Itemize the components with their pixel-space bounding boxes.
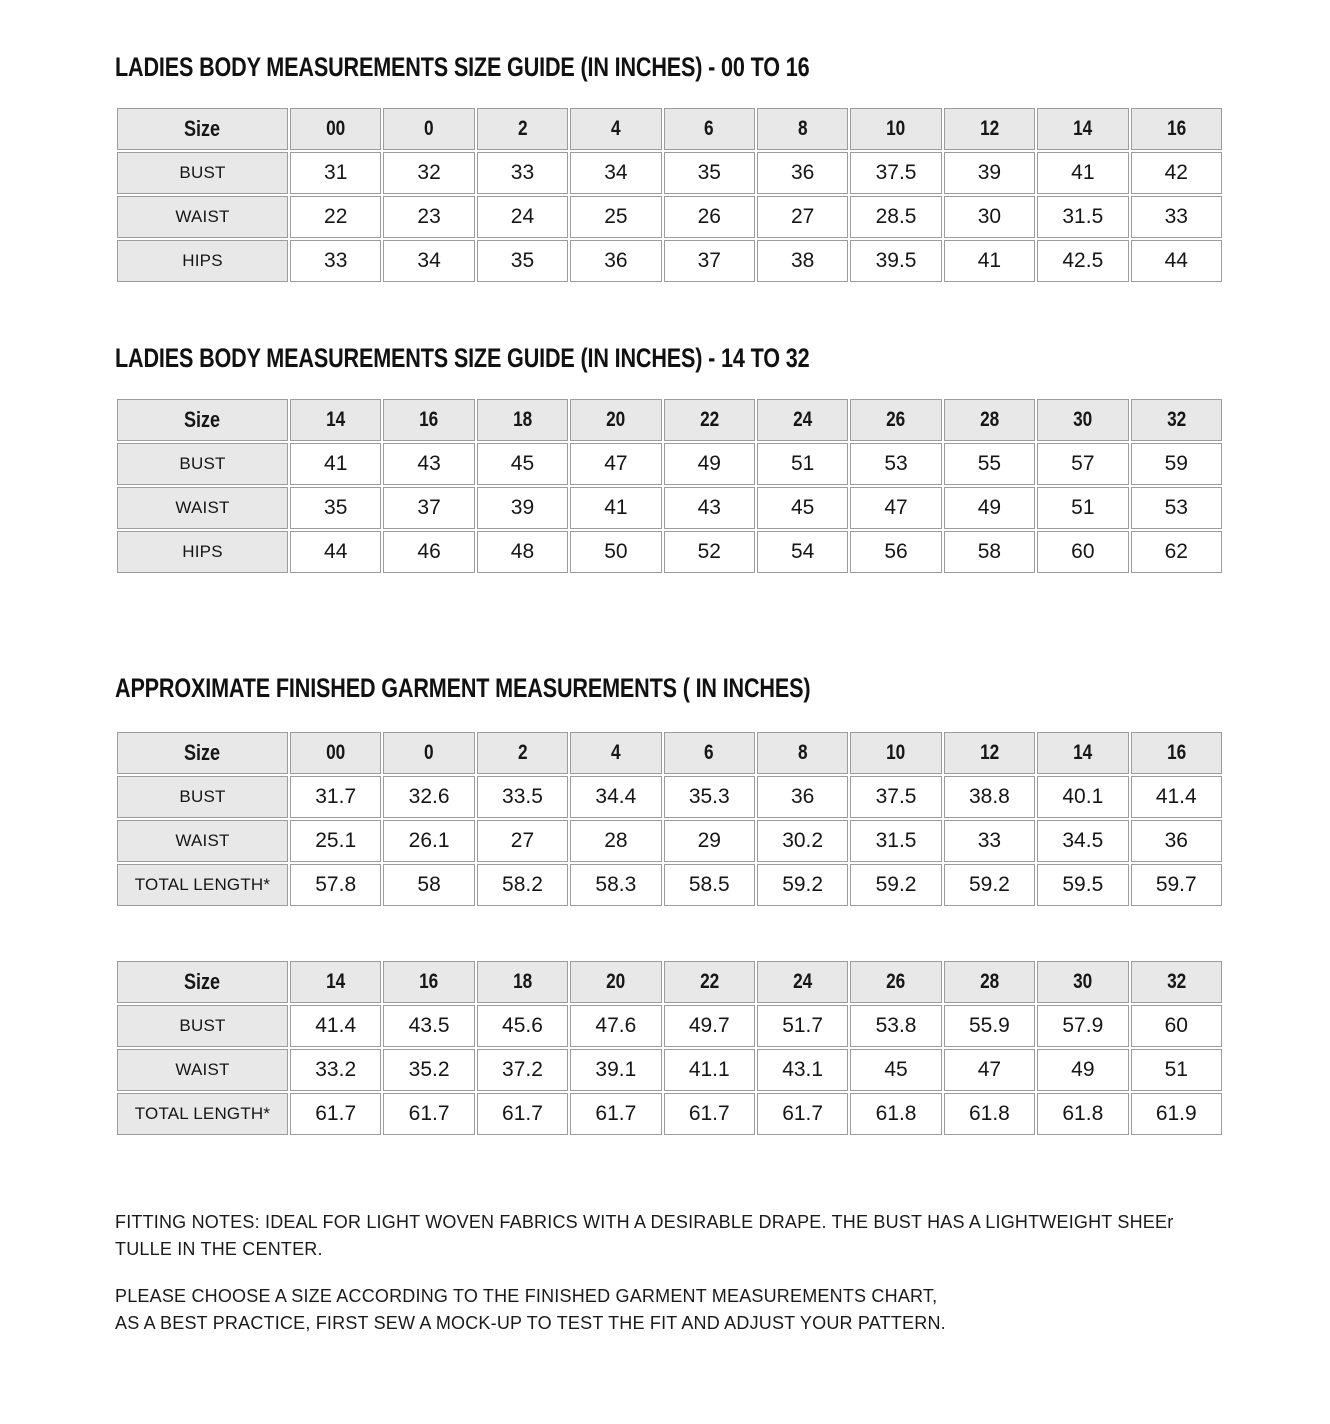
measurement-value-cell: 42.5 xyxy=(1037,240,1128,282)
measurement-value-cell: 49 xyxy=(944,487,1035,529)
size-value-header xyxy=(757,399,848,441)
measurement-value-cell: 43 xyxy=(383,443,474,485)
measurement-value-cell: 58.5 xyxy=(664,864,755,906)
measurement-value-cell: 30.2 xyxy=(757,820,848,862)
size-header-text: 32 xyxy=(1166,970,1186,993)
measurement-value-cell: 47.6 xyxy=(570,1005,661,1047)
measurement-value-cell: 31 xyxy=(290,152,381,194)
size-value-header xyxy=(1037,961,1128,1003)
sizing-advice-line-1: PLEASE CHOOSE A SIZE ACCORDING TO THE FINISHED GARMENT MEASUREMENTS CHART, xyxy=(115,1286,938,1306)
measurement-value-cell: 35 xyxy=(664,152,755,194)
measurement-value-cell: 31.5 xyxy=(850,820,941,862)
size-value-header xyxy=(1131,961,1222,1003)
size-value-header xyxy=(944,399,1035,441)
size-header-text: 30 xyxy=(1073,970,1093,993)
size-value-header xyxy=(570,108,661,150)
size-header-text: 18 xyxy=(512,408,533,431)
measurement-value-cell: 27 xyxy=(757,196,848,238)
measurement-value-cell: 25.1 xyxy=(290,820,381,862)
measurement-value-cell: 28 xyxy=(570,820,661,862)
size-header-text: 16 xyxy=(1166,741,1186,764)
measurement-value-cell: 59.2 xyxy=(757,864,848,906)
size-header-text: 20 xyxy=(606,408,626,431)
finished-garment-table-00-16 xyxy=(115,730,1224,908)
measurement-row-label: BUST xyxy=(117,776,288,818)
size-value-header xyxy=(290,732,381,774)
measurement-value-cell: 61.8 xyxy=(1037,1093,1128,1135)
measurement-row-label: HIPS xyxy=(117,240,288,282)
size-value-header xyxy=(1037,399,1128,441)
measurement-value-cell: 61.8 xyxy=(850,1093,941,1135)
measurement-value-cell: 33.5 xyxy=(477,776,568,818)
measurement-value-cell: 61.9 xyxy=(1131,1093,1222,1135)
size-column-header xyxy=(117,108,288,150)
size-value-header xyxy=(477,961,568,1003)
measurement-value-cell: 37.5 xyxy=(850,776,941,818)
measurement-row-label: TOTAL LENGTH* xyxy=(117,864,288,906)
measurement-value-cell: 23 xyxy=(383,196,474,238)
measurement-value-cell: 59.2 xyxy=(944,864,1035,906)
size-header-text: 30 xyxy=(1073,408,1093,431)
measurement-value-cell: 45 xyxy=(757,487,848,529)
measurement-value-cell: 24 xyxy=(477,196,568,238)
size-header-text: 10 xyxy=(886,117,906,140)
size-header-text: 14 xyxy=(326,408,346,431)
measurement-row-label: WAIST xyxy=(117,820,288,862)
size-column-header xyxy=(117,399,288,441)
measurement-value-cell: 41 xyxy=(570,487,661,529)
finished-garment-table-14-32 xyxy=(115,959,1224,1137)
size-value-header xyxy=(850,961,941,1003)
measurement-value-cell: 36 xyxy=(757,776,848,818)
size-value-header xyxy=(757,961,848,1003)
size-header-text: 22 xyxy=(699,408,719,431)
size-header-text: 18 xyxy=(512,970,533,993)
measurement-value-cell: 42 xyxy=(1131,152,1222,194)
measurement-value-cell: 44 xyxy=(290,531,381,573)
measurement-value-cell: 60 xyxy=(1037,531,1128,573)
measurement-value-cell: 27 xyxy=(477,820,568,862)
measurement-value-cell: 46 xyxy=(383,531,474,573)
measurement-value-cell: 53.8 xyxy=(850,1005,941,1047)
measurement-value-cell: 37.5 xyxy=(850,152,941,194)
size-value-header xyxy=(383,399,474,441)
size-column-header xyxy=(117,732,288,774)
measurement-value-cell: 49 xyxy=(1037,1049,1128,1091)
measurement-value-cell: 34 xyxy=(383,240,474,282)
measurement-value-cell: 61.7 xyxy=(570,1093,661,1135)
measurement-value-cell: 39 xyxy=(477,487,568,529)
size-header-text: 2 xyxy=(517,117,528,140)
measurement-value-cell: 26.1 xyxy=(383,820,474,862)
size-header-text: 10 xyxy=(886,741,906,764)
measurement-value-cell: 25 xyxy=(570,196,661,238)
size-header-text: 0 xyxy=(424,117,434,140)
measurement-value-cell: 43.5 xyxy=(383,1005,474,1047)
measurement-value-cell: 52 xyxy=(664,531,755,573)
size-header-text: 12 xyxy=(979,741,1000,764)
measurement-value-cell: 51 xyxy=(1131,1049,1222,1091)
section-title-body-measurements-14-32: LADIES BODY MEASUREMENTS SIZE GUIDE (IN INCHES) - 14 TO 32 xyxy=(115,343,810,373)
measurement-value-cell: 53 xyxy=(1131,487,1222,529)
size-header-row xyxy=(117,399,1222,441)
table-row xyxy=(117,196,1222,238)
measurement-value-cell: 33 xyxy=(477,152,568,194)
size-value-header xyxy=(1131,732,1222,774)
size-header-text: 0 xyxy=(424,741,434,764)
size-header-text: 28 xyxy=(979,408,1000,431)
size-header-text: Size xyxy=(184,969,221,994)
measurement-value-cell: 41.4 xyxy=(290,1005,381,1047)
size-value-header xyxy=(290,961,381,1003)
measurement-value-cell: 35 xyxy=(290,487,381,529)
measurement-value-cell: 53 xyxy=(850,443,941,485)
measurement-row-label: WAIST xyxy=(117,196,288,238)
size-value-header xyxy=(570,399,661,441)
table-row xyxy=(117,864,1222,906)
measurement-value-cell: 56 xyxy=(850,531,941,573)
fitting-notes-paragraph xyxy=(115,1209,1305,1263)
measurement-value-cell: 38 xyxy=(757,240,848,282)
fitting-notes-line-1: FITTING NOTES: IDEAL FOR LIGHT WOVEN FABRICS WITH A DESIRABLE DRAPE. THE BUST HAS A LIGHTWEIGHT SHEEr xyxy=(115,1212,1174,1232)
size-header-text: 16 xyxy=(419,408,439,431)
measurement-value-cell: 33.2 xyxy=(290,1049,381,1091)
table-row xyxy=(117,1093,1222,1135)
size-header-text: Size xyxy=(184,740,221,765)
size-value-header xyxy=(664,732,755,774)
size-value-header xyxy=(664,108,755,150)
body-measurements-table-00-16 xyxy=(115,106,1224,284)
measurement-value-cell: 33 xyxy=(1131,196,1222,238)
size-value-header xyxy=(757,732,848,774)
measurement-value-cell: 51 xyxy=(757,443,848,485)
size-header-row xyxy=(117,961,1222,1003)
measurement-value-cell: 51 xyxy=(1037,487,1128,529)
size-value-header xyxy=(570,961,661,1003)
size-header-text: 16 xyxy=(419,970,439,993)
table-row xyxy=(117,152,1222,194)
size-header-text: 6 xyxy=(704,741,715,764)
size-value-header xyxy=(290,399,381,441)
size-header-text: 20 xyxy=(606,970,626,993)
measurement-value-cell: 31.7 xyxy=(290,776,381,818)
table-row xyxy=(117,1005,1222,1047)
measurement-value-cell: 39 xyxy=(944,152,1035,194)
fitting-notes-line-2: TULLE IN THE CENTER. xyxy=(115,1239,323,1259)
size-value-header xyxy=(1037,732,1128,774)
measurement-value-cell: 54 xyxy=(757,531,848,573)
measurement-value-cell: 39.1 xyxy=(570,1049,661,1091)
measurement-value-cell: 28.5 xyxy=(850,196,941,238)
measurement-row-label: TOTAL LENGTH* xyxy=(117,1093,288,1135)
measurement-value-cell: 47 xyxy=(944,1049,1035,1091)
size-header-text: 32 xyxy=(1166,408,1186,431)
size-header-text: 14 xyxy=(326,970,346,993)
measurement-value-cell: 61.8 xyxy=(944,1093,1035,1135)
size-value-header xyxy=(477,399,568,441)
size-header-text: 8 xyxy=(797,117,808,140)
measurement-value-cell: 34 xyxy=(570,152,661,194)
size-value-header xyxy=(757,108,848,150)
table-row xyxy=(117,531,1222,573)
measurement-value-cell: 45.6 xyxy=(477,1005,568,1047)
size-header-text: 16 xyxy=(1166,117,1186,140)
measurement-value-cell: 41 xyxy=(944,240,1035,282)
size-header-text: Size xyxy=(184,407,221,432)
measurement-value-cell: 35.2 xyxy=(383,1049,474,1091)
table-row xyxy=(117,820,1222,862)
size-value-header xyxy=(850,108,941,150)
body-measurements-table-14-32 xyxy=(115,397,1224,575)
measurement-value-cell: 35 xyxy=(477,240,568,282)
size-value-header xyxy=(944,961,1035,1003)
size-header-text: 6 xyxy=(704,117,715,140)
measurement-value-cell: 48 xyxy=(477,531,568,573)
measurement-value-cell: 61.7 xyxy=(477,1093,568,1135)
measurement-value-cell: 32.6 xyxy=(383,776,474,818)
measurement-value-cell: 50 xyxy=(570,531,661,573)
size-header-row xyxy=(117,108,1222,150)
size-value-header xyxy=(850,732,941,774)
measurement-value-cell: 58.3 xyxy=(570,864,661,906)
measurement-value-cell: 49 xyxy=(664,443,755,485)
table-row xyxy=(117,240,1222,282)
measurement-row-label: BUST xyxy=(117,1005,288,1047)
size-value-header xyxy=(850,399,941,441)
size-header-text: 24 xyxy=(793,970,813,993)
size-value-header xyxy=(477,732,568,774)
section-title-body-measurements-00-16: LADIES BODY MEASUREMENTS SIZE GUIDE (IN INCHES) - 00 TO 16 xyxy=(115,52,810,82)
measurement-value-cell: 41 xyxy=(1037,152,1128,194)
table-row xyxy=(117,1049,1222,1091)
measurement-value-cell: 36 xyxy=(757,152,848,194)
measurement-value-cell: 37 xyxy=(664,240,755,282)
measurement-value-cell: 60 xyxy=(1131,1005,1222,1047)
measurement-value-cell: 55 xyxy=(944,443,1035,485)
measurement-value-cell: 31.5 xyxy=(1037,196,1128,238)
size-header-text: 00 xyxy=(326,741,346,764)
measurement-value-cell: 32 xyxy=(383,152,474,194)
sizing-advice-paragraph xyxy=(115,1283,1305,1337)
table-row xyxy=(117,487,1222,529)
size-column-header xyxy=(117,961,288,1003)
size-header-text: 14 xyxy=(1073,117,1093,140)
measurement-value-cell: 44 xyxy=(1131,240,1222,282)
measurement-value-cell: 47 xyxy=(850,487,941,529)
measurement-value-cell: 62 xyxy=(1131,531,1222,573)
measurement-value-cell: 57.9 xyxy=(1037,1005,1128,1047)
measurement-value-cell: 58 xyxy=(383,864,474,906)
size-header-text: Size xyxy=(184,116,221,141)
measurement-value-cell: 59.5 xyxy=(1037,864,1128,906)
size-header-text: 26 xyxy=(886,970,906,993)
measurement-value-cell: 59 xyxy=(1131,443,1222,485)
size-header-text: 22 xyxy=(699,970,719,993)
size-header-text: 00 xyxy=(326,117,346,140)
size-value-header xyxy=(477,108,568,150)
size-value-header xyxy=(664,961,755,1003)
size-value-header xyxy=(1037,108,1128,150)
measurement-value-cell: 37.2 xyxy=(477,1049,568,1091)
measurement-value-cell: 61.7 xyxy=(757,1093,848,1135)
size-value-header xyxy=(944,732,1035,774)
measurement-value-cell: 61.7 xyxy=(383,1093,474,1135)
measurement-value-cell: 49.7 xyxy=(664,1005,755,1047)
measurement-value-cell: 35.3 xyxy=(664,776,755,818)
size-header-text: 14 xyxy=(1073,741,1093,764)
measurement-value-cell: 36 xyxy=(1131,820,1222,862)
size-value-header xyxy=(664,399,755,441)
size-value-header xyxy=(944,108,1035,150)
size-value-header xyxy=(570,732,661,774)
size-header-text: 8 xyxy=(797,741,808,764)
measurement-value-cell: 38.8 xyxy=(944,776,1035,818)
size-value-header xyxy=(290,108,381,150)
size-value-header xyxy=(383,961,474,1003)
measurement-value-cell: 57 xyxy=(1037,443,1128,485)
measurement-value-cell: 43 xyxy=(664,487,755,529)
measurement-value-cell: 41.1 xyxy=(664,1049,755,1091)
measurement-row-label: BUST xyxy=(117,152,288,194)
measurement-value-cell: 40.1 xyxy=(1037,776,1128,818)
size-header-text: 4 xyxy=(611,741,621,764)
measurement-value-cell: 55.9 xyxy=(944,1005,1035,1047)
measurement-row-label: HIPS xyxy=(117,531,288,573)
sizing-advice-line-2: AS A BEST PRACTICE, FIRST SEW A MOCK-UP TO TEST THE FIT AND ADJUST YOUR PATTERN. xyxy=(115,1313,946,1333)
measurement-row-label: WAIST xyxy=(117,1049,288,1091)
size-header-text: 4 xyxy=(611,117,621,140)
measurement-value-cell: 59.7 xyxy=(1131,864,1222,906)
size-header-text: 26 xyxy=(886,408,906,431)
size-value-header xyxy=(1131,399,1222,441)
table-row xyxy=(117,443,1222,485)
measurement-value-cell: 51.7 xyxy=(757,1005,848,1047)
measurement-value-cell: 22 xyxy=(290,196,381,238)
measurement-value-cell: 29 xyxy=(664,820,755,862)
measurement-value-cell: 33 xyxy=(944,820,1035,862)
size-header-text: 12 xyxy=(979,117,1000,140)
measurement-value-cell: 59.2 xyxy=(850,864,941,906)
size-value-header xyxy=(1131,108,1222,150)
section-title-finished-garment: APPROXIMATE FINISHED GARMENT MEASUREMENTS ( IN INCHES) xyxy=(115,673,811,703)
measurement-row-label: WAIST xyxy=(117,487,288,529)
table-row xyxy=(117,776,1222,818)
size-header-text: 24 xyxy=(793,408,813,431)
measurement-value-cell: 41 xyxy=(290,443,381,485)
size-header-row xyxy=(117,732,1222,774)
measurement-value-cell: 61.7 xyxy=(290,1093,381,1135)
size-value-header xyxy=(383,108,474,150)
size-header-text: 28 xyxy=(979,970,1000,993)
measurement-value-cell: 33 xyxy=(290,240,381,282)
measurement-value-cell: 30 xyxy=(944,196,1035,238)
measurement-value-cell: 26 xyxy=(664,196,755,238)
measurement-value-cell: 34.4 xyxy=(570,776,661,818)
measurement-value-cell: 58.2 xyxy=(477,864,568,906)
measurement-value-cell: 37 xyxy=(383,487,474,529)
size-value-header xyxy=(383,732,474,774)
measurement-value-cell: 45 xyxy=(850,1049,941,1091)
measurement-row-label: BUST xyxy=(117,443,288,485)
measurement-value-cell: 58 xyxy=(944,531,1035,573)
measurement-value-cell: 57.8 xyxy=(290,864,381,906)
measurement-value-cell: 36 xyxy=(570,240,661,282)
measurement-value-cell: 34.5 xyxy=(1037,820,1128,862)
measurement-value-cell: 39.5 xyxy=(850,240,941,282)
measurement-value-cell: 43.1 xyxy=(757,1049,848,1091)
measurement-value-cell: 47 xyxy=(570,443,661,485)
measurement-value-cell: 61.7 xyxy=(664,1093,755,1135)
size-header-text: 2 xyxy=(517,741,528,764)
measurement-value-cell: 45 xyxy=(477,443,568,485)
measurement-value-cell: 41.4 xyxy=(1131,776,1222,818)
